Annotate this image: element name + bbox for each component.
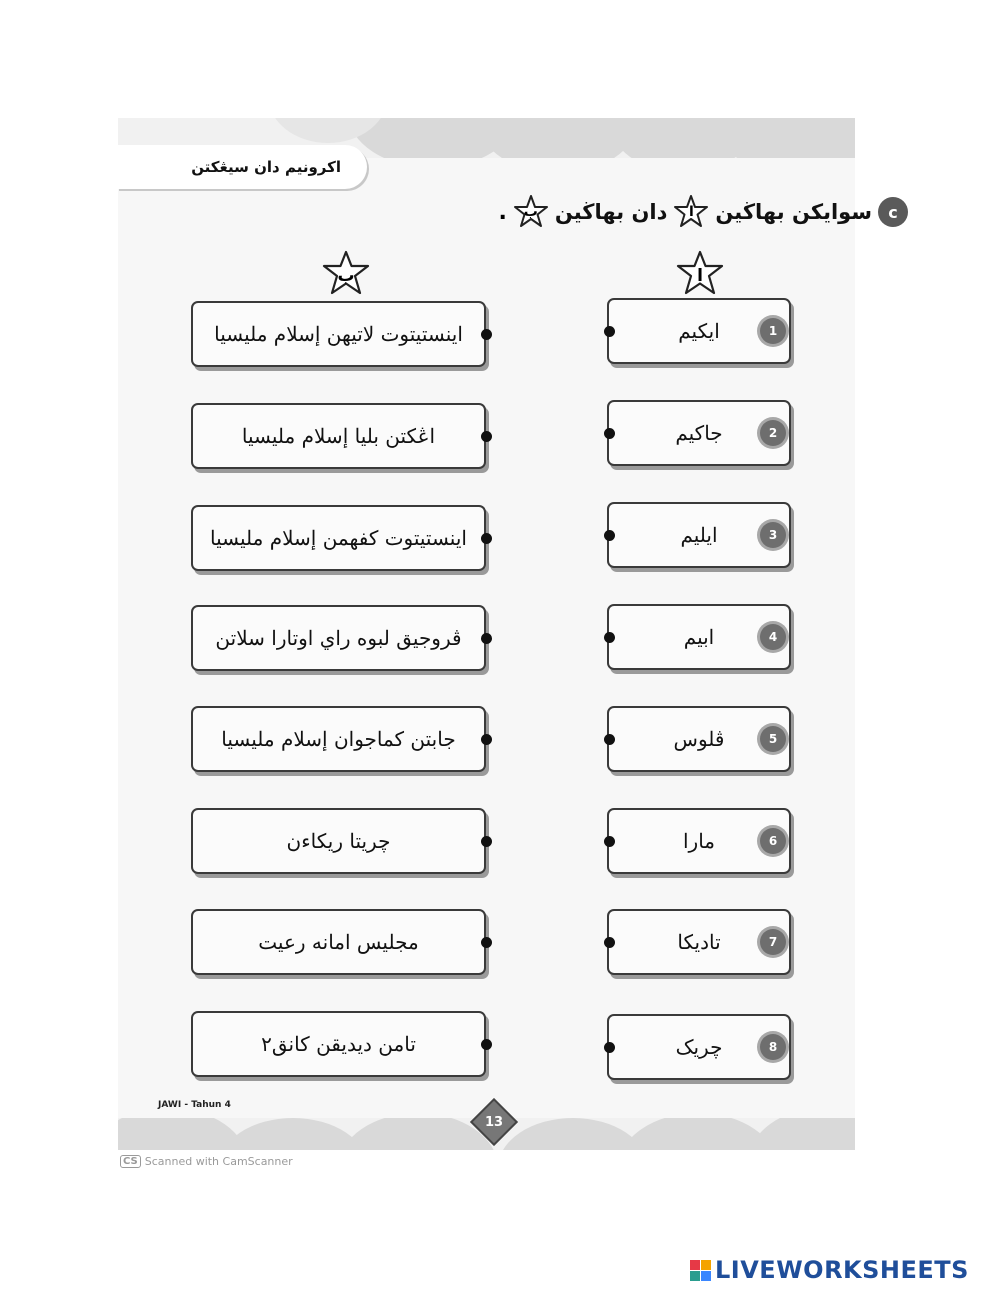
instruction-end: . xyxy=(498,199,507,225)
item-number-badge: 3 xyxy=(760,522,786,548)
connector-dot-b[interactable] xyxy=(481,533,492,544)
item-a-text: ايکيم xyxy=(678,319,720,343)
liveworksheets-wordmark: LIVEWORKSHEETS xyxy=(715,1256,969,1284)
camscanner-logo-icon: CS xyxy=(120,1155,141,1168)
item-number-badge: 2 xyxy=(760,420,786,446)
item-b-text: اينستيتوت لاتيهن إسلام مليسيا xyxy=(214,322,463,346)
item-b-box[interactable] xyxy=(191,605,486,671)
instruction-star-a: ا xyxy=(688,204,694,220)
connector-dot-a[interactable] xyxy=(604,632,615,643)
column-a-label: ا xyxy=(697,266,703,286)
liveworksheets-squares-icon xyxy=(690,1260,711,1281)
connector-dot-b[interactable] xyxy=(481,734,492,745)
connector-dot-a[interactable] xyxy=(604,734,615,745)
camscanner-text: Scanned with CamScanner xyxy=(144,1155,293,1168)
item-b-box[interactable] xyxy=(191,1011,486,1077)
item-b-box[interactable] xyxy=(191,505,486,571)
item-b-text: مجليس امانه رعيت xyxy=(258,930,419,954)
item-number-badge: 6 xyxy=(760,828,786,854)
connector-dot-b[interactable] xyxy=(481,431,492,442)
instruction-text-middle: دان بهاڬين xyxy=(554,200,668,224)
item-b-box[interactable] xyxy=(191,403,486,469)
connector-dot-a[interactable] xyxy=(604,836,615,847)
page-number: 13 xyxy=(484,1114,504,1130)
instruction-text-before: سوايکن بهاڬين xyxy=(715,200,872,224)
item-b-box[interactable] xyxy=(191,301,486,367)
column-b-star-icon xyxy=(322,250,370,296)
item-b-text: اينستيتوت کفهمن إسلام مليسيا xyxy=(210,526,467,550)
column-a-star-icon xyxy=(676,250,724,296)
item-number-badge: 4 xyxy=(760,624,786,650)
item-a-text: تاديکا xyxy=(677,930,721,954)
star-icon xyxy=(513,194,549,230)
item-b-text: چريتا ريکاءن xyxy=(286,829,391,853)
connector-dot-a[interactable] xyxy=(604,428,615,439)
item-number-badge: 1 xyxy=(760,318,786,344)
item-number-badge: 7 xyxy=(760,929,786,955)
item-b-box[interactable] xyxy=(191,706,486,772)
item-number-badge: 8 xyxy=(760,1034,786,1060)
item-b-text: تامن ديديقن کانق٢ xyxy=(261,1032,416,1056)
camscanner-watermark xyxy=(120,1155,293,1168)
item-b-text: اڠکتن بليا إسلام مليسيا xyxy=(241,424,436,448)
connector-dot-b[interactable] xyxy=(481,329,492,340)
item-a-text: چريک xyxy=(675,1035,723,1059)
column-b-label: ب xyxy=(337,266,355,286)
connector-dot-a[interactable] xyxy=(604,937,615,948)
connector-dot-b[interactable] xyxy=(481,836,492,847)
connector-dot-a[interactable] xyxy=(604,1042,615,1053)
instruction xyxy=(498,192,908,232)
item-b-box[interactable] xyxy=(191,808,486,874)
item-b-text: جابتن کماجوان إسلام مليسيا xyxy=(221,727,456,751)
item-b-box[interactable] xyxy=(191,909,486,975)
connector-dot-b[interactable] xyxy=(481,633,492,644)
star-icon xyxy=(673,194,709,230)
page-number-badge xyxy=(468,1105,520,1139)
item-a-text: ڤلوس xyxy=(673,727,725,751)
section-badge: c xyxy=(878,197,908,227)
topic-title: اکرونيم دان سيڠکتن xyxy=(191,158,341,176)
connector-dot-b[interactable] xyxy=(481,937,492,948)
footer-book-title: JAWI - Tahun 4 xyxy=(158,1100,231,1110)
connector-dot-a[interactable] xyxy=(604,326,615,337)
item-a-text: ايليم xyxy=(680,523,718,547)
item-number-badge: 5 xyxy=(760,726,786,752)
item-a-text: مارا xyxy=(682,829,716,853)
liveworksheets-logo xyxy=(690,1256,969,1284)
instruction-star-b: ب xyxy=(523,204,538,220)
item-a-text: جاکيم xyxy=(675,421,723,445)
connector-dot-b[interactable] xyxy=(481,1039,492,1050)
item-a-text: ابيم xyxy=(683,625,715,649)
connector-dot-a[interactable] xyxy=(604,530,615,541)
item-b-text: ڤروجيق لبوه راي اوتارا سلاتن xyxy=(215,626,462,650)
topic-tab xyxy=(117,145,367,189)
